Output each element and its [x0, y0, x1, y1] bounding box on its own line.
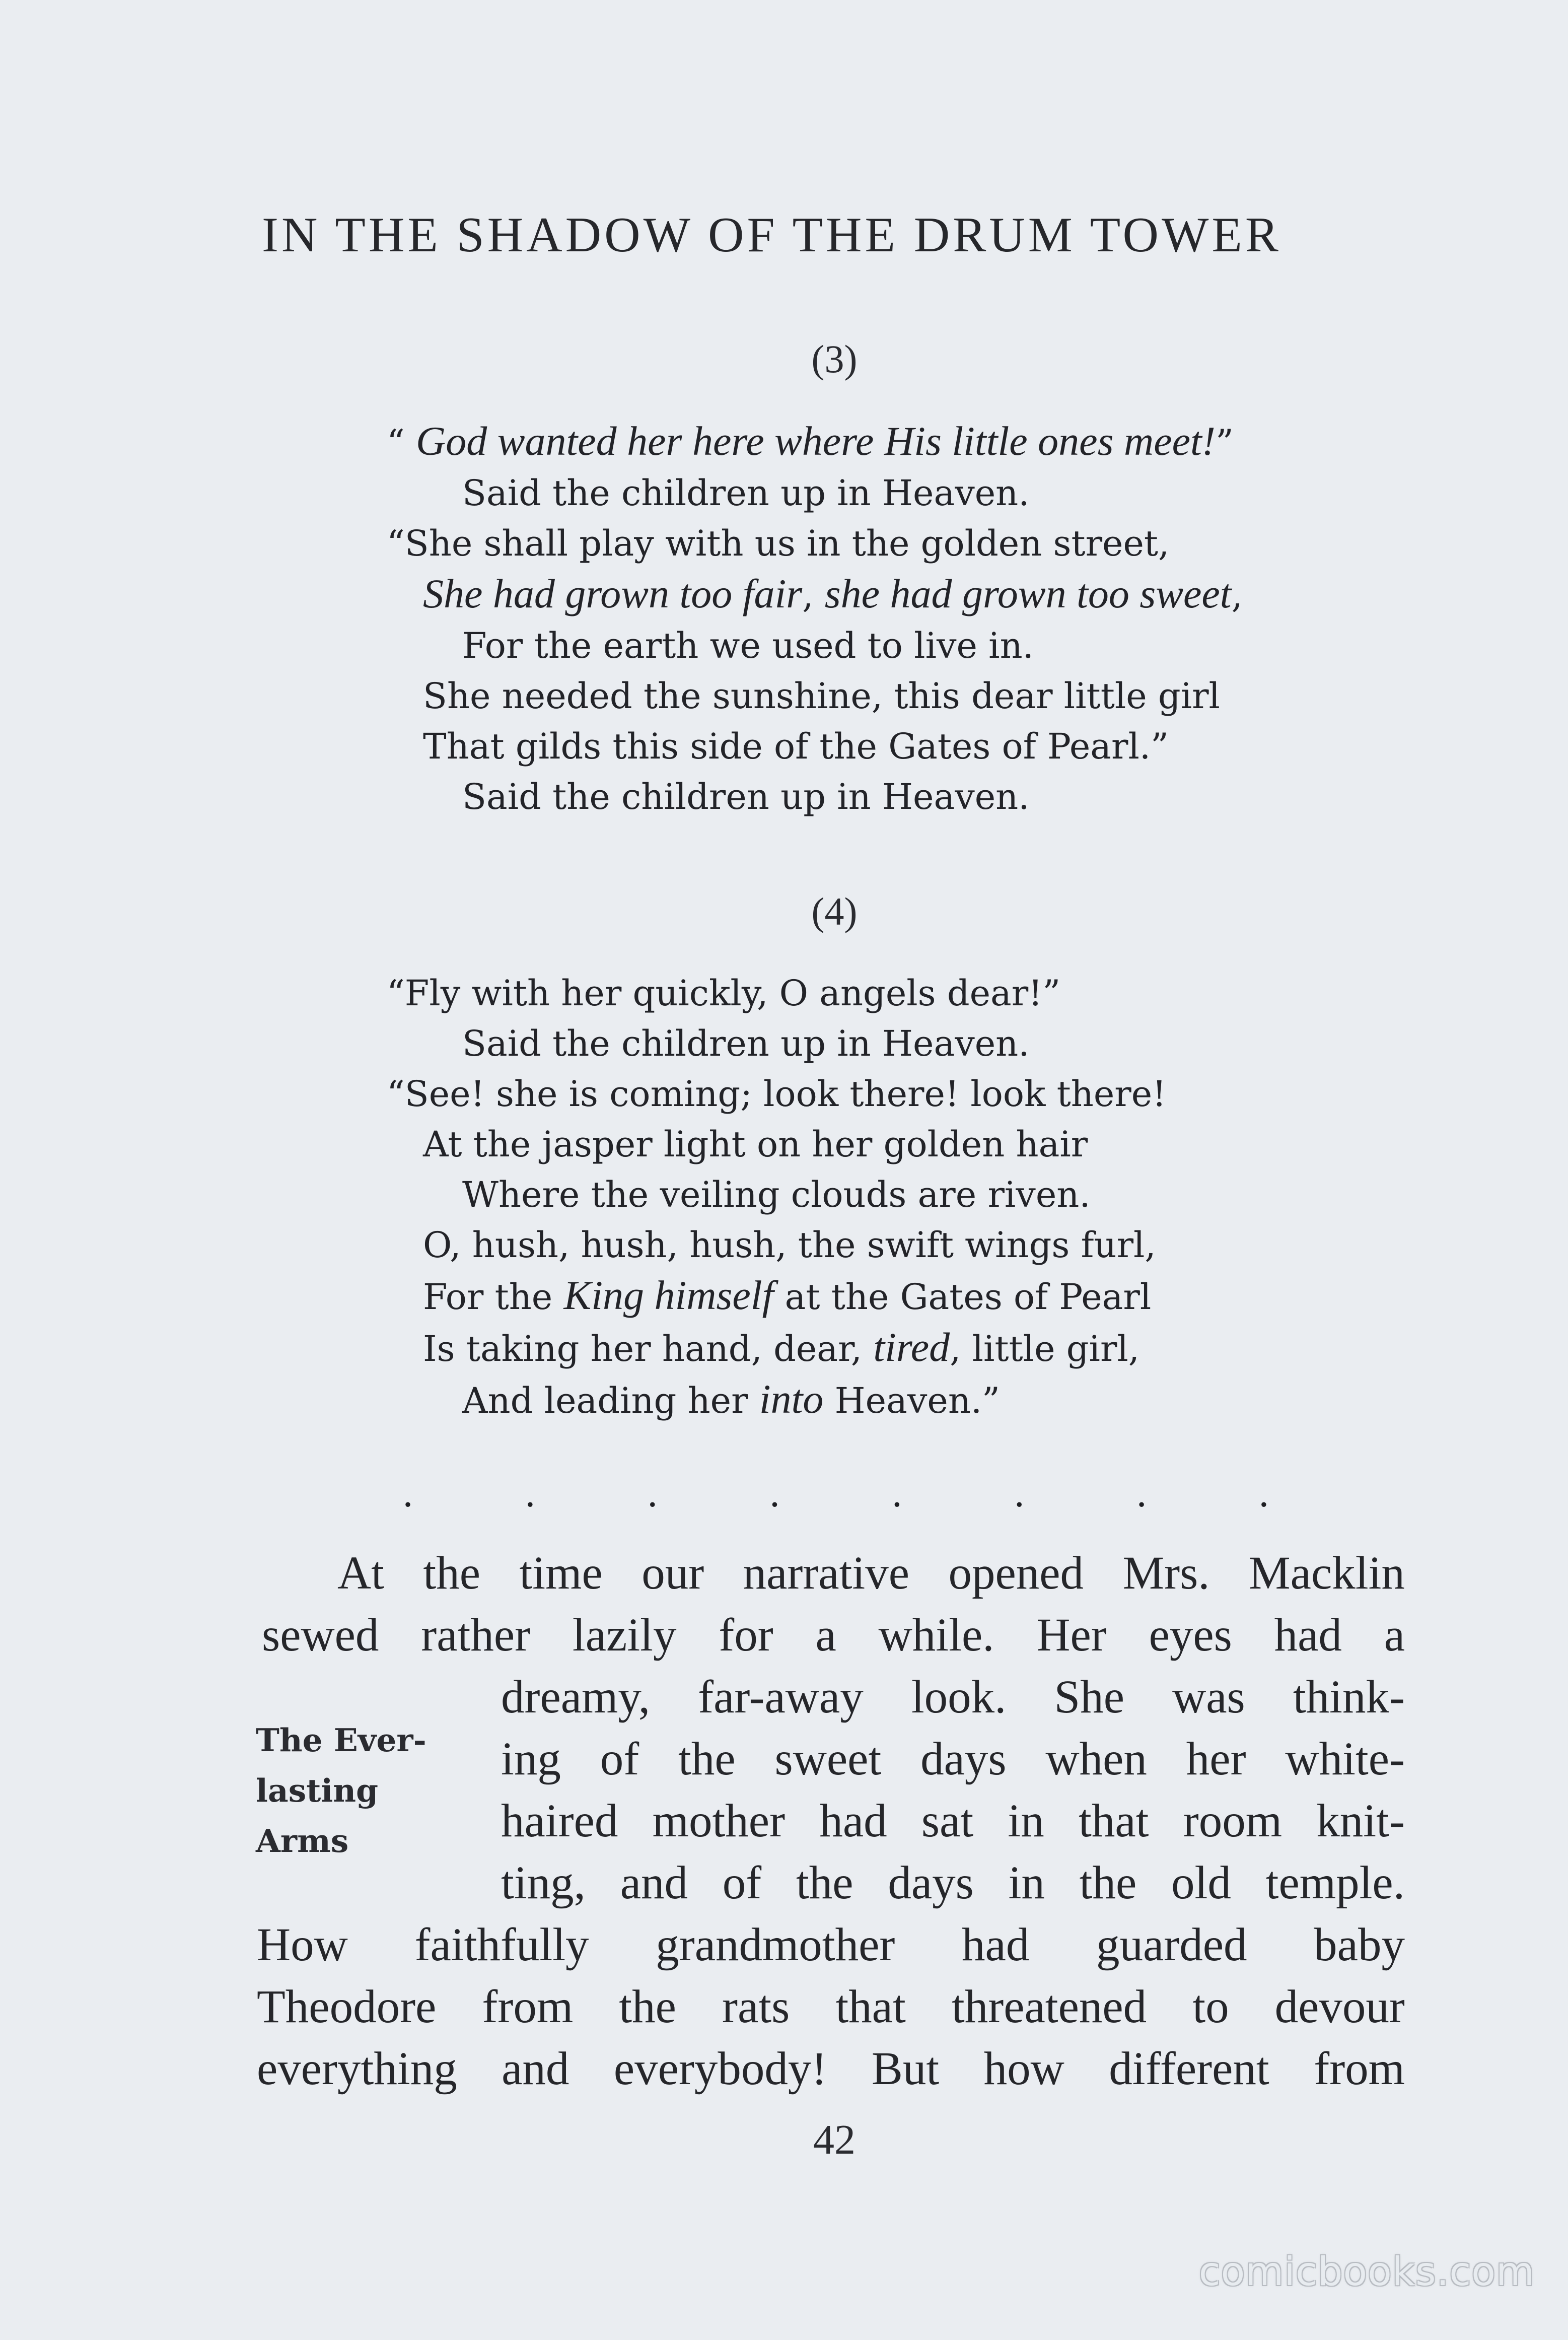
prose-word: the: [1079, 1857, 1137, 1909]
page-number: 42: [813, 2116, 856, 2163]
stanza-4-line-9: And leading her into Heaven.”: [462, 1376, 1000, 1422]
ellipsis-dot: .: [1136, 1471, 1147, 1516]
prose-word: Mrs.: [1122, 1547, 1210, 1599]
margin-note-line-2: lasting: [256, 1772, 379, 1809]
prose-word: how: [983, 2043, 1064, 2095]
prose-word: faithfully: [414, 1919, 589, 1971]
prose-word: for: [719, 1609, 773, 1661]
prose-word: sewed: [262, 1609, 379, 1661]
prose-word: a: [1384, 1609, 1405, 1661]
stanza-4-line-2: Said the children up in Heaven.: [462, 1023, 1030, 1064]
stanza-3-line-7: That gilds this side of the Gates of Pearl.”: [423, 726, 1169, 767]
prose-word: of: [722, 1857, 762, 1909]
prose-line-8: [257, 1980, 1405, 2034]
watermark: comicbooks.com: [1198, 2249, 1535, 2295]
prose-word: time: [519, 1547, 603, 1599]
prose-word: ting,: [501, 1857, 586, 1909]
ellipsis-dots: [403, 1471, 1269, 1517]
prose-word: baby: [1314, 1919, 1405, 1971]
prose-word: sat: [921, 1795, 974, 1847]
prose-word: white-: [1285, 1733, 1405, 1785]
prose-word: ing: [501, 1733, 561, 1785]
prose-line-2: [262, 1608, 1405, 1662]
prose-word: knit-: [1316, 1795, 1405, 1847]
stanza-3-line-3: “She shall play with us in the golden street,: [387, 523, 1170, 564]
ellipsis-dot: .: [1258, 1471, 1269, 1516]
prose-word: rather: [421, 1609, 531, 1661]
prose-word: had: [819, 1795, 887, 1847]
prose-word: dreamy,: [501, 1671, 651, 1723]
prose-word: the: [423, 1547, 481, 1599]
stanza-3-line-2: Said the children up in Heaven.: [462, 472, 1030, 514]
prose-word: our: [642, 1547, 704, 1599]
prose-word: lazily: [572, 1609, 677, 1661]
prose-line-3: [501, 1670, 1405, 1724]
prose-word: in: [1008, 1857, 1045, 1909]
prose-word: a: [815, 1609, 836, 1661]
prose-word: narrative: [743, 1547, 910, 1599]
prose-word: everything: [257, 2043, 457, 2095]
prose-line-7: [257, 1918, 1405, 1972]
prose-word: the: [619, 1981, 676, 2033]
ellipsis-dot: .: [403, 1471, 413, 1516]
stanza-3-line-5: For the earth we used to live in.: [462, 625, 1034, 666]
stanza-3-line-6: She needed the sunshine, this dear little girl: [423, 675, 1220, 717]
prose-line-4: [501, 1732, 1405, 1786]
stanza-3-line-8: Said the children up in Heaven.: [462, 776, 1030, 817]
ellipsis-dot: .: [769, 1471, 780, 1516]
prose-word: room: [1183, 1795, 1282, 1847]
stanza-4-line-6: O, hush, hush, hush, the swift wings furl,: [423, 1224, 1156, 1266]
prose-word: But: [871, 2043, 940, 2095]
prose-word: days: [920, 1733, 1007, 1785]
prose-word: She: [1054, 1671, 1124, 1723]
prose-word: threatened: [951, 1981, 1147, 2033]
prose-word: that: [835, 1981, 906, 2033]
prose-word: guarded: [1096, 1919, 1247, 1971]
stanza-4-line-1: “Fly with her quickly, O angels dear!”: [387, 973, 1061, 1014]
stanza-4-number: (4): [811, 889, 858, 933]
prose-word: had: [962, 1919, 1030, 1971]
stanza-3-number: (3): [811, 337, 858, 381]
prose-word: while.: [878, 1609, 994, 1661]
stanza-4: [387, 968, 1444, 1426]
stanza-4-line-3: “See! she is coming; look there! look there!: [387, 1073, 1167, 1115]
prose-word: opened: [948, 1547, 1084, 1599]
prose-word: days: [888, 1857, 974, 1909]
prose-word: rats: [722, 1981, 790, 2033]
prose-word: her: [1186, 1733, 1246, 1785]
prose-word: everybody!: [613, 2043, 827, 2095]
margin-note-line-3: Arms: [256, 1822, 349, 1860]
ellipsis-dot: .: [647, 1471, 658, 1516]
prose-line-1: [337, 1546, 1405, 1600]
prose-word: How: [257, 1919, 348, 1971]
prose-word: haired: [501, 1795, 618, 1847]
prose-word: the: [796, 1857, 853, 1909]
stanza-3-line-1: “ God wanted her here where His little ones meet!”: [387, 418, 1234, 464]
prose-word: in: [1008, 1795, 1044, 1847]
prose-word: grandmother: [656, 1919, 895, 1971]
stanza-4-line-4: At the jasper light on her golden hair: [423, 1124, 1088, 1165]
prose-line-9: [257, 2042, 1405, 2096]
prose-word: sweet: [774, 1733, 882, 1785]
ellipsis-dot: .: [525, 1471, 535, 1516]
stanza-3-line-4: She had grown too fair, she had grown too sweet,: [423, 571, 1243, 616]
prose-word: old: [1171, 1857, 1231, 1909]
stanza-4-line-5: Where the veiling clouds are riven.: [462, 1174, 1091, 1215]
prose-word: and: [502, 2043, 569, 2095]
prose-word: think-: [1293, 1671, 1405, 1723]
prose-word: look.: [911, 1671, 1007, 1723]
prose-word: At: [337, 1547, 384, 1599]
prose-word: far-away: [698, 1671, 864, 1723]
prose-word: and: [620, 1857, 688, 1909]
ellipsis-dot: .: [1014, 1471, 1025, 1516]
prose-word: when: [1045, 1733, 1147, 1785]
margin-note: [256, 1715, 426, 1866]
prose-word: Macklin: [1248, 1547, 1405, 1599]
prose-word: the: [678, 1733, 736, 1785]
running-head: IN THE SHADOW OF THE DRUM TOWER: [262, 208, 1281, 262]
prose-word: temple.: [1265, 1857, 1405, 1909]
prose-word: from: [482, 1981, 574, 2033]
prose-word: Her: [1036, 1609, 1107, 1661]
margin-note-line-1: The Ever-: [256, 1722, 426, 1759]
prose-line-6: [501, 1856, 1405, 1910]
prose-word: had: [1274, 1609, 1342, 1661]
prose-word: that: [1079, 1795, 1149, 1847]
prose-word: was: [1172, 1671, 1245, 1723]
ellipsis-dot: .: [892, 1471, 902, 1516]
stanza-3: [387, 416, 1444, 822]
stanza-4-line-8: Is taking her hand, dear, tired, little girl,: [423, 1324, 1140, 1370]
prose-word: Theodore: [257, 1981, 437, 2033]
prose-word: mother: [652, 1795, 786, 1847]
stanza-4-line-7: For the King himself at the Gates of Pearl: [423, 1272, 1152, 1318]
prose-word: devour: [1274, 1981, 1405, 2033]
prose-word: to: [1192, 1981, 1229, 2033]
prose-word: eyes: [1149, 1609, 1232, 1661]
prose-word: different: [1109, 2043, 1269, 2095]
prose-line-5: [501, 1794, 1405, 1848]
prose-word: from: [1314, 2043, 1405, 2095]
prose-word: of: [600, 1733, 639, 1785]
